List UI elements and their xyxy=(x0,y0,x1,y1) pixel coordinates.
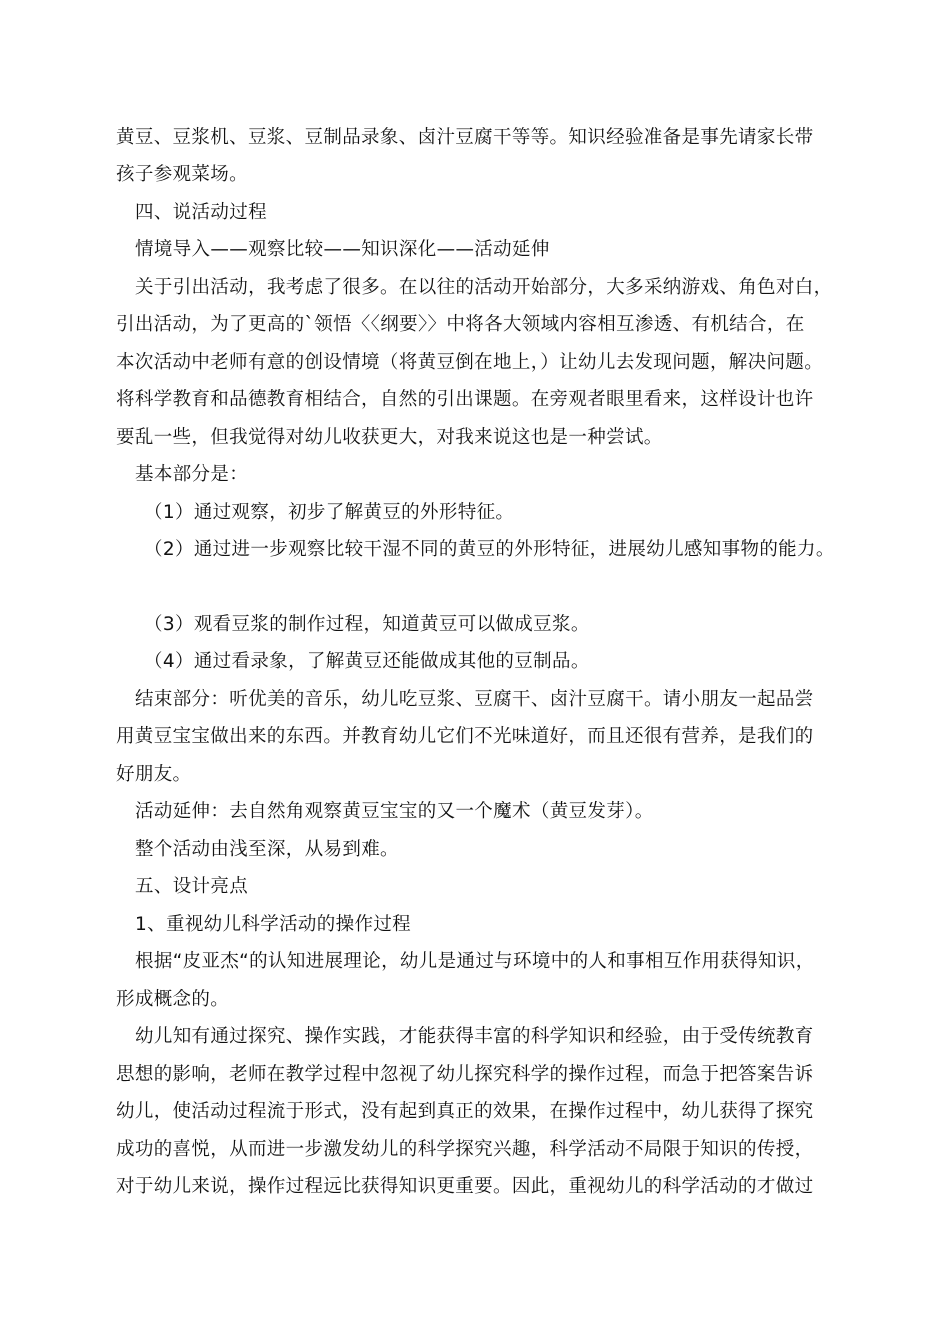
paragraph-line: 引出活动，为了更高的`领悟〈〈纲要〉〉中将各大领域内容相互渗透、有机结合，在 xyxy=(116,314,805,335)
section-heading: 五、设计亮点 xyxy=(135,876,249,897)
paragraph-line: 孩子参观菜场。 xyxy=(116,164,248,185)
paragraph-line: 将科学教育和品德教育相结合，自然的引出课题。在旁观者眼里看来，这样设计也许 xyxy=(116,389,814,410)
paragraph-line: 活动延伸：去自然角观察黄豆宝宝的又一个魔术（黄豆发芽）。 xyxy=(135,801,654,822)
paragraph-line: 形成概念的。 xyxy=(116,989,230,1010)
list-item: （2）通过进一步观察比较干湿不同的黄豆的外形特征，进展幼儿感知事物的能力。 xyxy=(144,539,835,560)
paragraph-line: 整个活动由浅至深，从易到难。 xyxy=(135,839,399,860)
paragraph-line: 用黄豆宝宝做出来的东西。并教育幼儿它们不光味道好，而且还很有营养，是我们的 xyxy=(116,726,814,747)
section-heading: 四、说活动过程 xyxy=(135,202,267,223)
list-item: （3）观看豆浆的制作过程，知道黄豆可以做成豆浆。 xyxy=(144,614,590,635)
paragraph-line: 黄豆、豆浆机、豆浆、豆制品录象、卤汁豆腐干等等。知识经验准备是事先请家长带 xyxy=(116,127,814,148)
paragraph-line: 好朋友。 xyxy=(116,764,192,785)
paragraph-line: 基本部分是： xyxy=(135,464,249,485)
paragraph-line: 要乱一些，但我觉得对幼儿收获更大，对我来说这也是一种尝试。 xyxy=(116,427,663,448)
paragraph-line: 思想的影响，老师在教学过程中忽视了幼儿探究科学的操作过程，而急于把答案告诉 xyxy=(116,1064,814,1085)
paragraph-line: 幼儿知有通过探究、操作实践，才能获得丰富的科学知识和经验，由于受传统教育 xyxy=(135,1026,814,1047)
paragraph-line: 幼儿，使活动过程流于形式，没有起到真正的效果，在操作过程中，幼儿获得了探究 xyxy=(116,1101,814,1122)
paragraph-line: 情境导入——观察比较——知识深化——活动延伸 xyxy=(135,239,550,260)
paragraph-line: 结束部分：听优美的音乐，幼儿吃豆浆、豆腐干、卤汁豆腐干。请小朋友一起品尝 xyxy=(135,689,814,710)
paragraph-line: 对于幼儿来说，操作过程远比获得知识更重要。因此，重视幼儿的科学活动的才做过 xyxy=(116,1176,814,1197)
list-item: （4）通过看录象，了解黄豆还能做成其他的豆制品。 xyxy=(144,651,590,672)
paragraph-line: 关于引出活动，我考虑了很多。在以往的活动开始部分，大多采纳游戏、角色对白， xyxy=(135,277,833,298)
list-item: （1）通过观察，初步了解黄豆的外形特征。 xyxy=(144,502,515,523)
paragraph-line: 本次活动中老师有意的创设情境（将黄豆倒在地上，）让幼儿去发现问题，解决问题。 xyxy=(116,352,824,373)
subsection-heading: 1、重视幼儿科学活动的操作过程 xyxy=(135,914,412,935)
paragraph-line: 成功的喜悦，从而进一步激发幼儿的科学探究兴趣，科学活动不局限于知识的传授， xyxy=(116,1139,814,1160)
paragraph-line: 根据“皮亚杰“的认知进展理论，幼儿是通过与环境中的人和事相互作用获得知识， xyxy=(135,951,815,972)
